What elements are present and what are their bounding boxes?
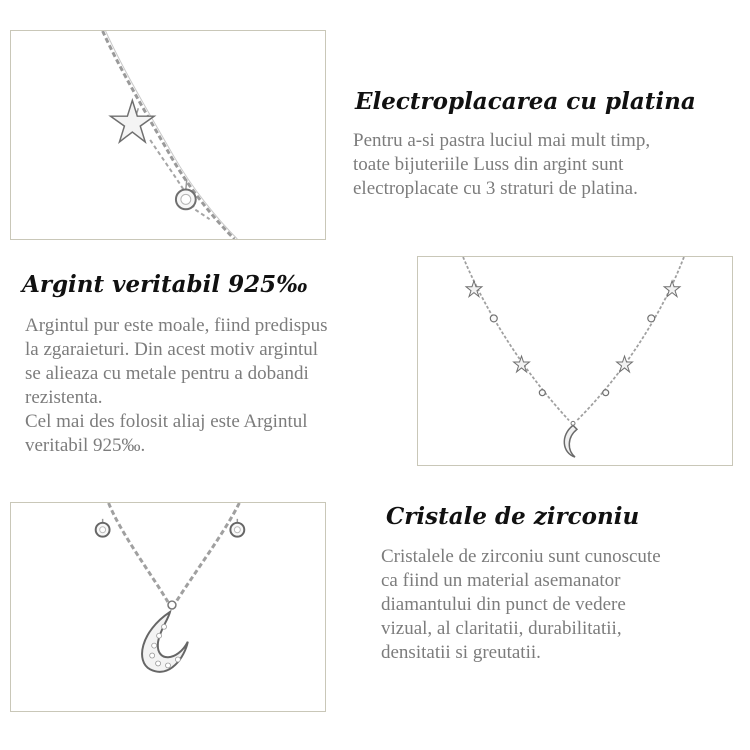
star-charm-photo [10, 30, 326, 240]
moon-pendant-photo [10, 502, 326, 712]
necklace-illustration [418, 257, 732, 465]
body-line: ca fiind un material asemanator [381, 570, 621, 591]
body-line: toate bijuteriile Luss din argint sunt [353, 154, 624, 175]
body-line: se alieaza cu metale pentru a dobandi [25, 363, 309, 384]
section-title-silver: Argint veritabil 925‰ [22, 271, 308, 298]
section-body-platinum [353, 129, 650, 201]
body-line: rezistenta. [25, 387, 103, 408]
moon-pendant [142, 612, 188, 672]
body-line: Pentru a-si pastra luciul mai mult timp, [353, 130, 651, 151]
section-body-silver [25, 314, 328, 458]
moon-pendant [564, 425, 577, 457]
moon-pendant-illustration [11, 503, 325, 711]
chain-segment [577, 257, 684, 420]
body-line: la zgaraieturi. Din acest motiv argintul [25, 339, 318, 360]
body-line: Cel mai des folosit aliaj este Argintul [25, 411, 308, 432]
section-body-zirconia [381, 545, 661, 665]
body-line: densitatii si greutatii. [381, 642, 541, 663]
chain-segment [109, 503, 168, 602]
star-charm [466, 281, 680, 372]
bezel-crystal [490, 315, 654, 396]
section-title-zirconia: Cristale de zirconiu [386, 503, 640, 530]
star-charm [111, 100, 155, 142]
body-line: electroplacate cu 3 straturi de platina. [353, 178, 638, 199]
chain-segment [463, 257, 569, 420]
necklace-photo [417, 256, 733, 466]
body-line: diamantului din punct de vedere [381, 594, 626, 615]
star-chain-illustration [11, 31, 325, 239]
body-line: Argintul pur este moale, fiind predispus [25, 315, 328, 336]
chain-segment [176, 503, 239, 602]
body-line: veritabil 925‰. [25, 435, 146, 456]
body-line: vizual, al claritatii, durabilitatii, [381, 618, 622, 639]
section-title-platinum: Electroplacarea cu platina [355, 88, 696, 115]
body-line: Cristalele de zirconiu sunt cunoscute [381, 546, 661, 567]
